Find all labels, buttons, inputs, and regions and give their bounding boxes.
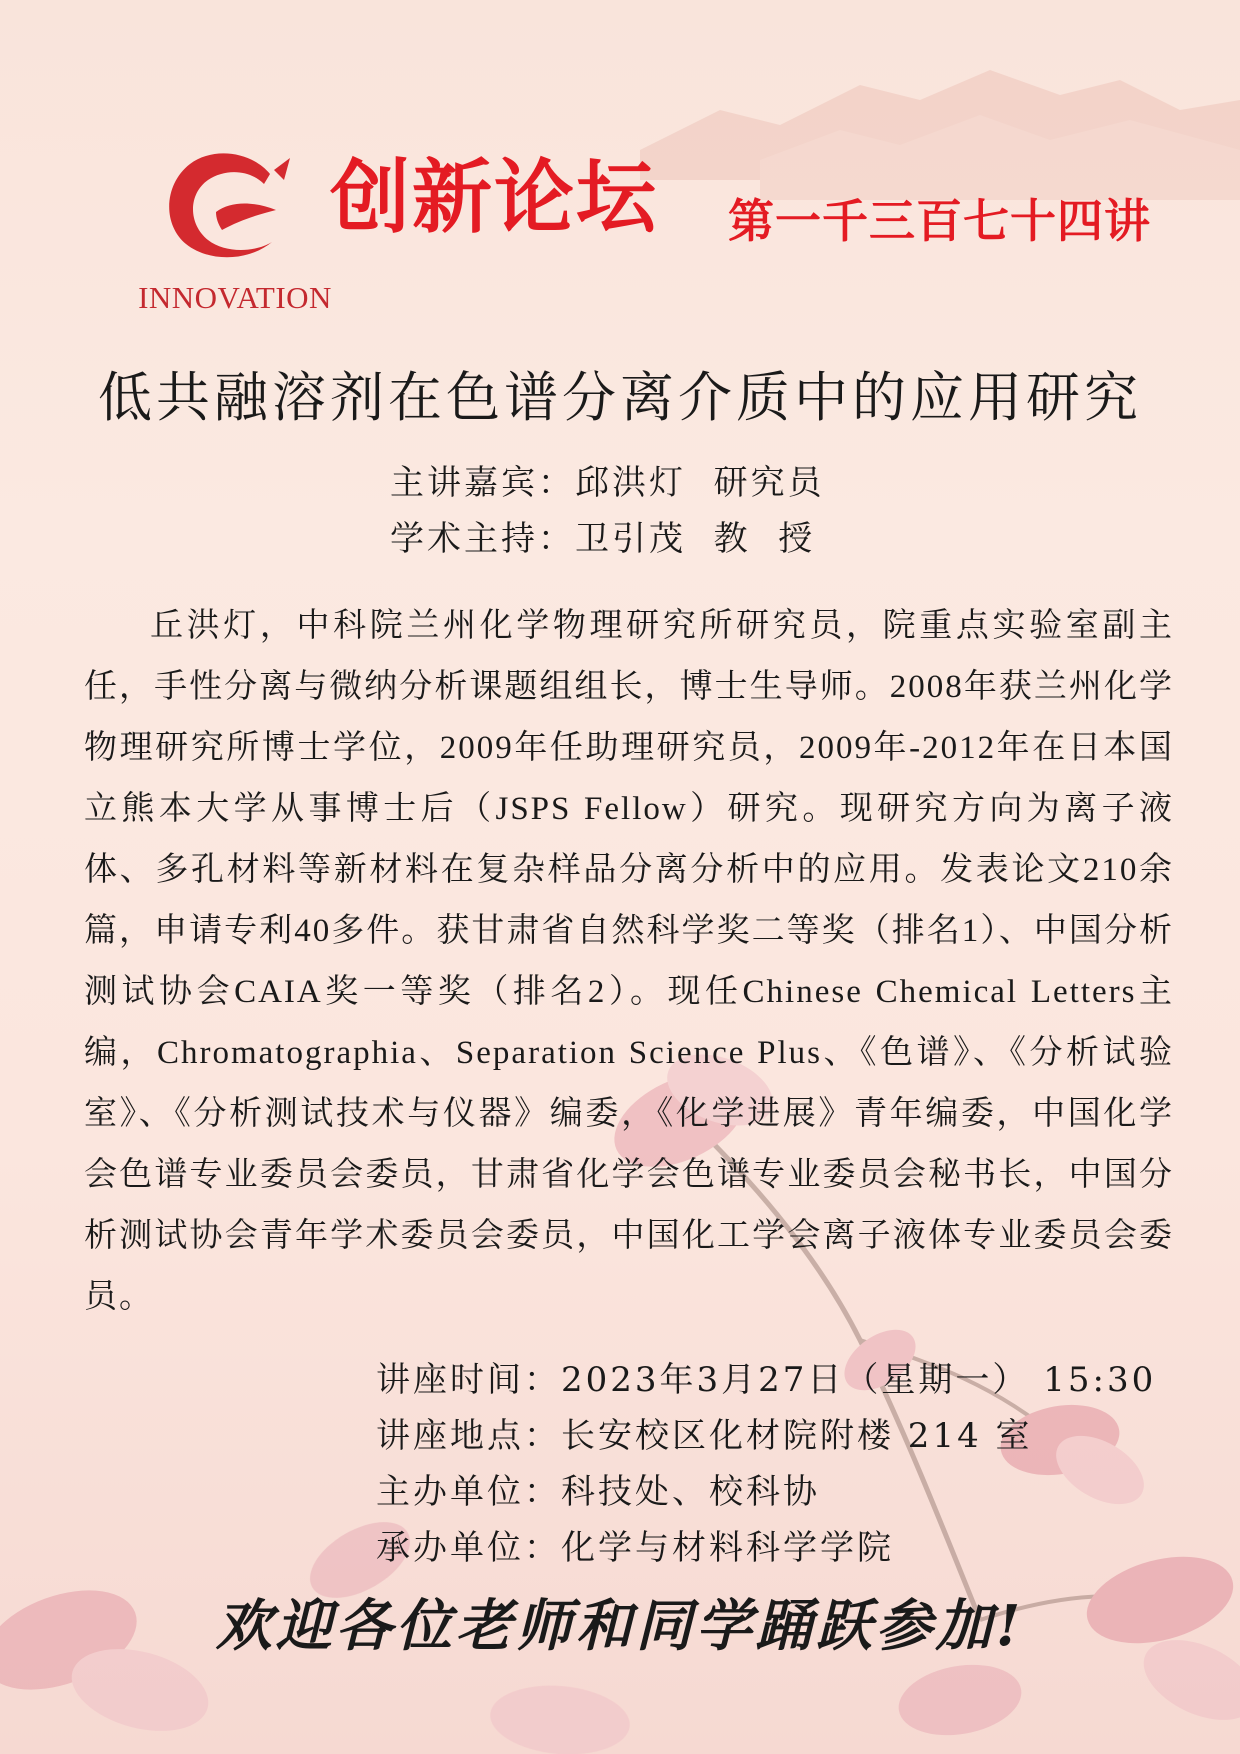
innovation-logo: [120, 140, 350, 320]
lecture-details: [376, 1352, 1156, 1576]
lecture-number: 第一千三百七十四讲: [728, 194, 1151, 248]
logo-text: INNOVATION: [138, 280, 332, 315]
speaker-credits: [390, 455, 825, 567]
innovation-logo-icon: [152, 140, 302, 270]
host-line: 学术主持：卫引茂 教 授: [390, 519, 816, 559]
poster-header: [0, 0, 1240, 340]
lecture-location: 讲座地点：长安校区化材院附楼 214 室: [376, 1416, 1033, 1456]
co-organizer: 承办单位：化学与材料科学学院: [376, 1528, 894, 1568]
speaker-line: 主讲嘉宾：邱洪灯 研究员: [390, 463, 825, 503]
lecture-time: 讲座时间：2023年3月27日（星期一） 15:30: [376, 1360, 1157, 1400]
welcome-banner: 欢迎各位老师和同学踊跃参加!: [215, 1593, 1025, 1659]
speaker-biography: 丘洪灯，中科院兰州化学物理研究所研究员，院重点实验室副主任，手性分离与微纳分析课题组组长，博士生导师。2008年获兰州化学物理研究所博士学位，2009年任助理研究员，2009年-2012年在日本国立熊本大学从事博士后（JSPS Fellow）研究。现研究方向为离子液体、多孔材料等新材料在复杂样品分离分析中的应用。发表论文210余篇，申请专利40多件。获甘肃省自然科学奖二等奖（排名1）、中国分析测试协会CAIA奖一等奖（排名2）。现任Chinese Chemical Letters主编，Chromatographia、Separation Science Plus、《色谱》、《分析试验室》、《分析测试技术与仪器》编委，《化学进展》青年编委，中国化学会色谱专业委员会委员，甘肃省化学会色谱专业委员会秘书长，中国分析测试协会青年学术委员会委员，中国化工学会离子液体专业委员会委员。: [84, 608, 1174, 1315]
organizer: 主办单位：科技处、校科协: [376, 1472, 820, 1512]
lecture-title: 低共融溶剂在色谱分离介质中的应用研究: [98, 366, 1142, 429]
forum-name: 创新论坛: [330, 151, 658, 244]
